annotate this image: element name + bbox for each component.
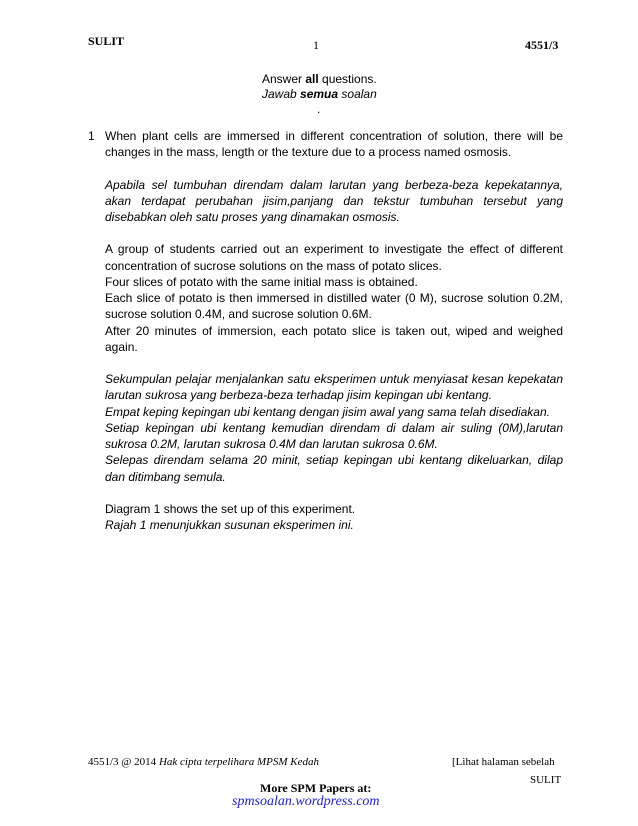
paragraph-intro-english: When plant cells are immersed in different concentration of solution, there will be changes in the mass, length or the texture due to a process named osmosis.	[105, 129, 563, 160]
footer-sulit: SULIT	[530, 774, 562, 786]
instruction-english-bold: all	[305, 72, 319, 86]
instruction-malay-post: soalan	[338, 87, 377, 101]
header-sulit: SULIT	[88, 34, 125, 48]
footer-copyright-text: Hak cipta terpelihara MPSM Kedah	[158, 756, 320, 768]
procedure-malay-line: Selepas direndam selama 20 minit, setiap kepingan ubi kentang dikeluarkan, dilap dan ditimbang semula.	[105, 453, 563, 484]
paragraph-intro-malay: Apabila sel tumbuhan direndam dalam larutan yang berbeza-beza kepekatannya, akan terdapat perubahan jisim,panjang dan tekstur tumbuhan tersebut yang disebabkan oleh satu proses yang dinamakan osmosis.	[105, 177, 563, 224]
instruction-english	[262, 72, 377, 87]
paragraph-procedure-malay	[105, 371, 563, 485]
diagram-reference-english: Diagram 1 shows the set up of this experiment.	[105, 501, 356, 516]
procedure-english-line: Four slices of potato with the same initial mass is obtained.	[105, 274, 418, 289]
procedure-english-line: A group of students carried out an experiment to investigate the effect of different concentration of sucrose solutions on the mass of potato slices.	[105, 242, 563, 273]
procedure-english-line: After 20 minutes of immersion, each potato slice is taken out, wiped and weighed again.	[105, 323, 563, 354]
question-number: 1	[88, 129, 95, 143]
instruction-malay-bold: semua	[300, 87, 339, 101]
instruction-malay-pre: Jawab	[262, 87, 301, 101]
footer-more-papers: More SPM Papers at:	[260, 781, 372, 795]
footer-next-page: [Lihat halaman sebelah	[452, 756, 555, 768]
procedure-malay-line: Sekumpulan pelajar menjalankan satu eksperimen untuk menyiasat kesan kepekatan larutan sukrosa yang berbeza-beza terhadap jisim kepingan ubi kentang.	[105, 372, 563, 403]
footer-copyright	[88, 756, 319, 768]
instruction-dot: .	[317, 102, 321, 116]
instruction-english-post: questions.	[318, 72, 377, 86]
instruction-english-pre: Answer	[262, 72, 306, 86]
instruction-malay	[262, 87, 377, 102]
procedure-malay-line: Setiap kepingan ubi kentang kemudian direndam di dalam air suling (0M),larutan sukrosa 0.2M, larutan sukrosa 0.4M dan larutan sukrosa 0.6M.	[105, 420, 563, 451]
diagram-reference-malay: Rajah 1 menunjukkan susunan eksperimen ini.	[105, 518, 354, 532]
footer-code: 4551/3 @ 2014	[88, 756, 159, 768]
paragraph-procedure-english	[105, 241, 563, 355]
footer-website-link[interactable]: spmsoalan.wordpress.com	[232, 794, 380, 809]
question-body	[105, 128, 563, 533]
paper-code: 4551/3	[525, 38, 559, 52]
paragraph-diagram-reference	[105, 501, 563, 534]
procedure-english-line: Each slice of potato is then immersed in distilled water (0 M), sucrose solution 0.2M, sucrose solution 0.4M, and sucrose solution 0.6M.	[105, 291, 563, 322]
page-number: 1	[313, 38, 319, 52]
procedure-malay-line: Empat keping kepingan ubi kentang dengan jisim awal yang sama telah disediakan.	[105, 404, 550, 419]
